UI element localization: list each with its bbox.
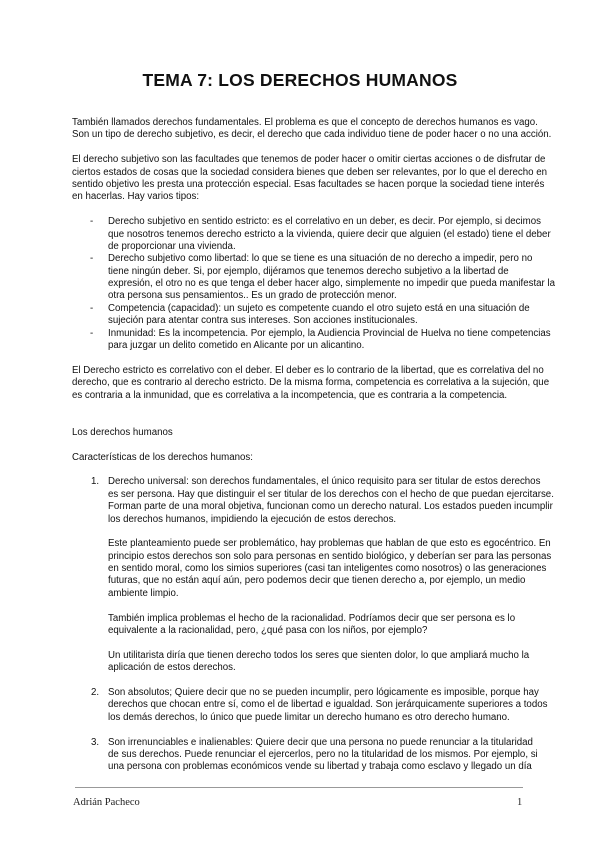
- text-line: ciertos estados de cosas que la sociedad considera bienes que deben ser relevantes, por lo que el derecho en: [72, 166, 547, 178]
- document-body: [72, 117, 555, 774]
- text-line: de sus derechos. Puede renunciar el ejercerlos, pero no la titularidad de los mismos. Por ejemplo, si: [108, 748, 538, 760]
- text-line: Derecho subjetivo como libertad: lo que se tiene es una situación de no derecho a impedir, pero no: [108, 253, 533, 265]
- types-list: [72, 216, 555, 352]
- list-item: [72, 216, 551, 253]
- item-subparagraph: [72, 613, 532, 638]
- text-line: que nosotros tenemos derecho estricto a la vivienda, quiere decir que alguien (el estado) tiene el deber: [108, 228, 551, 240]
- text-line: sentido objetivo les presta una protección especial. Esas facultades se hacen porque la sociedad tiene interés: [72, 178, 545, 190]
- text-line: Son irrenunciables e inalienables: Quiere decir que una persona no puede renunciar a la titularidad: [108, 736, 533, 748]
- text-line: expresión, el otro no es que tenga el deber hacer algo, simplemente no impedir que pueda manifestar la: [108, 278, 555, 290]
- page-title: TEMA 7: LOS DERECHOS HUMANOS: [142, 70, 458, 90]
- item-number: 3.: [91, 736, 100, 748]
- text-line: sujeción para atentar contra sus intereses. Son acciones institucionales.: [108, 315, 418, 327]
- text-line: El Derecho estricto es correlativo con el deber. El deber es lo contrario de la libertad, que es correlativa del no: [72, 364, 544, 376]
- characteristics-heading: Características de los derechos humanos:: [72, 451, 253, 463]
- item-number: 1.: [91, 476, 100, 488]
- footer-divider: [75, 787, 523, 788]
- text-line: Derecho subjetivo en sentido estricto: es el correlativo en un deber, es decir. Por ejemplo, si decimos: [108, 216, 541, 228]
- dash-bullet: -: [90, 253, 94, 265]
- text-line: Este planteamiento puede ser problemático, hay problemas que hablan de que esto es egocéntrico. En: [108, 538, 551, 550]
- numbered-item: [72, 736, 538, 774]
- text-line: principio estos derechos son solo para personas en sentido biológico, y deberían ser para las personas: [108, 550, 552, 562]
- text-line: es contraria a la inmunidad, que es correlativa a la incompetencia, que es contraria a la competencia.: [72, 389, 508, 401]
- text-line: Son absolutos; Quiere decir que no se pueden incumplir, pero lógicamente es imposible, porque hay: [108, 686, 539, 698]
- text-line: es ser persona. Hay que distinguir el ser titular de los derechos con el hecho de que puedan ejercitarse.: [108, 488, 554, 500]
- text-line: derecho, que es contrario al derecho estricto. De la misma forma, competencia es correlativa a la sujeción, que: [72, 377, 550, 389]
- text-line: otra persona sus pensamientos.. Es un grado de protección menor.: [108, 290, 397, 302]
- text-line: aplicación de estos derechos.: [108, 662, 236, 674]
- footer-author: Adrián Pacheco: [73, 797, 140, 808]
- dash-bullet: -: [90, 216, 94, 228]
- text-line: Competencia (capacidad): un sujeto es competente cuando el otro sujeto está en una situación de: [108, 302, 530, 314]
- subjective-right-paragraph: [72, 154, 547, 204]
- list-item: [72, 253, 555, 303]
- text-line: derechos que chocan entre sí, como el de libertad e igualdad. Son jerárquicamente superiores a todos: [108, 699, 548, 711]
- numbered-item: [72, 476, 554, 526]
- text-line: una persona con problemas económicos vende su libertad y trabaja como esclavo y llegado un día: [108, 761, 532, 773]
- text-line: de proporcionar una vivienda.: [108, 240, 236, 252]
- text-line: los demás derechos, lo único que puede limitar un derecho humano es otro derecho humano.: [108, 711, 510, 723]
- section-heading: Los derechos humanos: [72, 426, 173, 438]
- item-number: 2.: [91, 686, 100, 698]
- text-line: Forman parte de una moral objetiva, funcionan como un derecho natural. Los estados pueden incumplir: [108, 501, 553, 513]
- text-line: Derecho universal: son derechos fundamentales, el único requisito para ser titular de estos derechos: [108, 476, 541, 488]
- text-line: tiene ningún deber. Si, por ejemplo, dijéramos que tenemos derecho subjetivo a la libertad de: [108, 265, 509, 277]
- numbered-item: [72, 686, 548, 724]
- correlation-paragraph: [72, 364, 550, 402]
- text-line: También implica problemas el hecho de la racionalidad. Podríamos decir que ser persona es lo: [108, 612, 516, 624]
- text-line: en sentido moral, como los simios superiores (casi tan inteligentes como nosotros) o las generaciones: [108, 563, 547, 575]
- characteristics-list: [72, 476, 554, 773]
- dash-bullet: -: [90, 302, 94, 314]
- item-subparagraph: [72, 650, 532, 675]
- text-line: ambiente limpio.: [108, 587, 179, 599]
- text-line: futuras, que no están aquí aún, pero podemos decir que tienen derecho a, por ejemplo, un medio: [108, 575, 526, 587]
- text-line: El derecho subjetivo son las facultades que tenemos de poder hacer o omitir ciertas acciones o de disfrutar de: [72, 154, 546, 166]
- text-line: Inmunidad: Es la incompetencia. Por ejemplo, la Audiencia Provincial de Huelva no tiene competencias: [108, 327, 551, 339]
- list-item: [72, 303, 532, 328]
- text-line: para juzgar un delito cometido en Alicante por un alicantino.: [108, 340, 365, 352]
- list-item: [72, 327, 551, 353]
- dash-bullet: -: [90, 327, 94, 339]
- page-number: 1: [517, 797, 523, 808]
- text-line: los derechos humanos, impidiendo la ejecución de estos derechos.: [108, 513, 397, 525]
- text-line: Son un tipo de derecho subjetivo, es decir, el derecho que cada individuo tiene de poder hacer o no una acción.: [72, 129, 552, 141]
- text-line: en hacerlas. Hay varios tipos:: [72, 191, 200, 203]
- text-line: Un utilitarista diría que tienen derecho todos los seres que sienten dolor, lo que ampliará mucho la: [108, 649, 530, 661]
- text-line: También llamados derechos fundamentales. El problema es que el concepto de derechos humanos es vago.: [72, 117, 538, 128]
- intro-paragraph: [72, 117, 552, 142]
- text-line: equivalente a la racionalidad, pero, ¿qué pasa con los niños, por ejemplo?: [108, 625, 428, 637]
- item-subparagraph: [72, 538, 552, 600]
